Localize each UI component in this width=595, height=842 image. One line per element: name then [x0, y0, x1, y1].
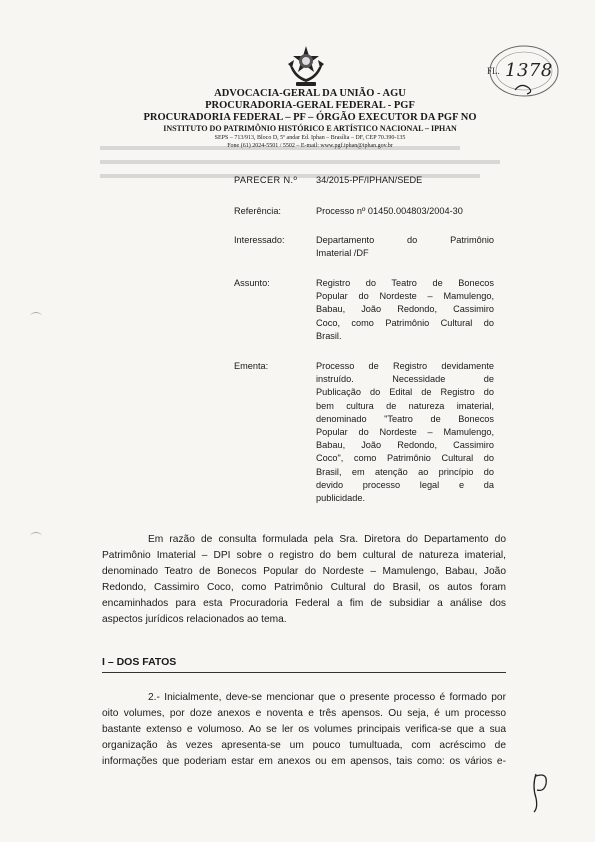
ementa-line: Popular do Nordeste – Mamulengo,: [316, 427, 494, 438]
parecer-value: 34/2015-PF/IPHAN/SEDE: [316, 175, 423, 185]
interessado-value: [316, 234, 494, 260]
brazil-coat-of-arms-icon: [284, 44, 328, 88]
ementa-label: Ementa:: [234, 361, 269, 371]
ementa-line: Processo de Registro devidamente: [316, 361, 494, 371]
ementa-line: instruído. Necessidade de: [316, 374, 494, 385]
paragraph-line: organização às vezes apresenta-se um pouco tumultuada, com acréscimo de: [102, 740, 506, 751]
letterhead-line-agu: ADVOCACIA-GERAL DA UNIÃO - AGU: [214, 88, 406, 99]
ementa-line: bem cultura de natureza imaterial,: [316, 400, 494, 411]
assunto-label: Assunto:: [234, 278, 270, 288]
assunto-line: Coco, como Patrimônio Cultural do: [316, 317, 494, 328]
punch-hole: [30, 312, 42, 321]
interessado-line: Departamento do Patrimônio: [316, 235, 494, 245]
paragraph-line: aspectos jurídicos relacionados ao tema.: [102, 614, 287, 625]
paragraph-line: oito volumes, por doze anexos e noventa e três apensos. Ou seja, é um processo: [102, 708, 506, 719]
paragraph-line: Patrimônio Imaterial – DPI sobre o registro do bem cultural de natureza imaterial,: [102, 550, 506, 561]
letterhead-address: SEPS – 713/913, Bloco D, 5º andar Ed. Iphan – Brasília – DF, CEP 70.390-135: [214, 135, 406, 141]
referencia-value: Processo nº 01450.004803/2004-30: [316, 206, 463, 216]
paragraph-line: informações que poderiam estar em anexos ou em apensos, tais como: os vários e-: [102, 756, 506, 767]
paragraph-line: Em razão de consulta formulada pela Sra. Diretora do Departamento do: [148, 534, 506, 545]
parecer-label: PARECER N.º: [234, 175, 298, 185]
folio-stamp-label: FL.: [487, 66, 500, 76]
section-title-dos-fatos: I – DOS FATOS: [102, 656, 177, 668]
ementa-line: publicidade.: [316, 493, 366, 504]
referencia-label: Referência:: [234, 206, 281, 216]
interessado-line: Imaterial /DF: [316, 248, 369, 259]
assunto-value: [316, 277, 494, 343]
ementa-line: Coco", como Patrimônio Cultural do: [316, 453, 494, 464]
letterhead-contact: Fone (61) 2024-5501 / 5502 – E-mail: www.pgf.iphan@iphan.gov.br: [227, 143, 393, 149]
section-divider: [102, 672, 506, 673]
paragraph-line: bastante extenso e volumoso. Ao se ler os volumes principais verifica-se que a sua: [102, 724, 506, 735]
ementa-line: Publicação do Edital de Registro do: [316, 387, 494, 398]
letterhead-line-pf: PROCURADORIA FEDERAL – PF – ÓRGÃO EXECUTOR DA PGF NO: [143, 112, 477, 123]
intro-paragraph: [102, 532, 506, 628]
assunto-line: Brasil.: [316, 330, 342, 341]
interessado-label: Interessado:: [234, 235, 285, 245]
assunto-line: Babau, João Redondo, Cassimiro: [316, 304, 494, 315]
ementa-value: [316, 360, 494, 505]
paragraph-line: Redondo, Cassimiro Coco, como Patrimônio Cultural do Brasil, os autos foram: [102, 582, 506, 593]
letterhead-line-pgf: PROCURADORIA-GERAL FEDERAL - PGF: [205, 100, 415, 111]
letterhead-line-iphan: INSTITUTO DO PATRIMÔNIO HISTÓRICO E ARTÍSTICO NACIONAL – IPHAN: [163, 124, 457, 133]
punch-hole: [30, 532, 42, 541]
ementa-line: denominado "Teatro de Bonecos: [316, 413, 494, 424]
handwritten-initial-icon: [528, 770, 554, 814]
assunto-line: Registro do Teatro de Bonecos: [316, 278, 494, 288]
ementa-line: devido processo legal e da: [316, 479, 494, 490]
letterhead: [120, 88, 500, 150]
paragraph-line: denominado Teatro de Bonecos Popular do Nordeste – Mamulengo, Babau, João: [102, 566, 506, 577]
paragraph-line: 2.- Inicialmente, deve-se mencionar que o presente processo é formado por: [148, 692, 506, 703]
paragraph-line: encaminhados para esta Procuradoria Federal a fim de subsidiar a análise dos: [102, 598, 506, 609]
folio-stamp-number: 1378: [505, 60, 553, 81]
assunto-line: Popular do Nordeste – Mamulengo,: [316, 291, 494, 302]
ementa-line: Babau, João Redondo, Cassimiro: [316, 440, 494, 451]
ementa-line: Brasil, em atenção ao princípio do: [316, 466, 494, 477]
paragraph-2: [102, 690, 506, 770]
